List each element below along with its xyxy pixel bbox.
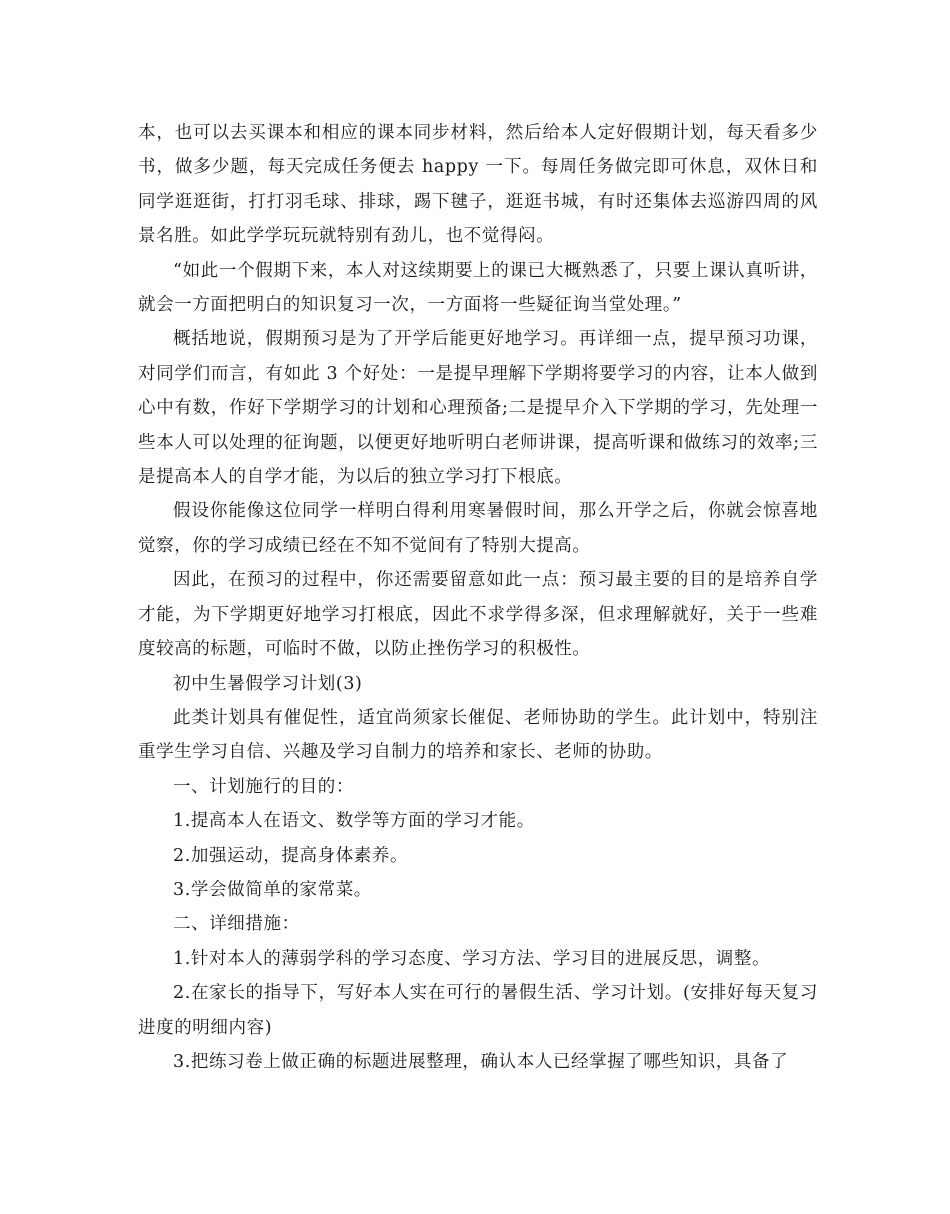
- list-item-goal-1: 1.提高本人在语文、数学等方面的学习才能。: [173, 811, 535, 832]
- list-item-measure-2: 2.在家长的指导下，写好本人实在可行的暑假生活、学习计划。(安排好每天复习进度的明细内容): [138, 983, 818, 1038]
- paragraph-assumption: 假设你能像这位同学一样明白得利用寒暑假时间，那么开学之后，你就会惊喜地觉察，你的学习成绩已经在不知不觉间有了特别大提高。: [138, 501, 818, 556]
- list-item-measure-1: 1.针对本人的薄弱学科的学习态度、学习方法、学习目的进展反思，调整。: [173, 948, 771, 969]
- section-heading: 初中生暑假学习计划(3): [173, 673, 363, 694]
- paragraph-continuation: 本，也可以去买课本和相应的课本同步材料，然后给本人定好假期计划，每天看多少书，做多少题，每天完成任务便去 happy 一下。每周任务做完即可休息，双休日和同学逛逛街，打打羽毛球、排球，踢下毽子，逛逛书城，有时还集体去巡游四周的风景名胜。如此学学玩玩就特别有劲儿，也不觉得闷。: [138, 123, 818, 247]
- list-item-measure-3: 3.把练习卷上做正确的标题进展整理，确认本人已经掌握了哪些知识，具备了: [173, 1051, 789, 1072]
- paragraph-quote: “如此一个假期下来，本人对这续期要上的课已大概熟悉了，只要上课认真听讲，就会一方面把明白的知识复习一次，一方面将一些疑征询当堂处理。”: [138, 260, 818, 316]
- document-body: [138, 116, 818, 1079]
- list-item-goal-2: 2.加强运动，提高身体素养。: [173, 845, 409, 866]
- paragraph-plan-intro: 此类计划具有催促性，适宜尚须家长催促、老师协助的学生。此计划中，特别注重学生学习自信、兴趣及学习自制力的培养和家长、老师的协助。: [138, 707, 818, 763]
- paragraph-attention: 因此，在预习的过程中，你还需要留意如此一点：预习最主要的目的是培养自学才能，为下学期更好地学习打根底，因此不求学得多深，但求理解就好，关于一些难度较高的标题，可临时不做，以防止挫伤学习的积极性。: [138, 570, 818, 660]
- subheading-goals: 一、计划施行的目的：: [173, 776, 354, 797]
- subheading-measures: 二、详细措施：: [173, 914, 300, 935]
- list-item-goal-3: 3.学会做简单的家常菜。: [173, 879, 372, 900]
- paragraph-summary: 概括地说，假期预习是为了开学后能更好地学习。再详细一点，提早预习功课，对同学们而言，有如此 3 个好处：一是提早理解下学期将要学习的内容，让本人做到心中有数，作好下学期学习的计划和心理预备;二是提早介入下学期的学习，先处理一些本人可以处理的征询题，以便更好地听明白老师讲课，提高听课和做练习的效率;三是提高本人的自学才能，为以后的独立学习打下根底。: [138, 329, 818, 488]
